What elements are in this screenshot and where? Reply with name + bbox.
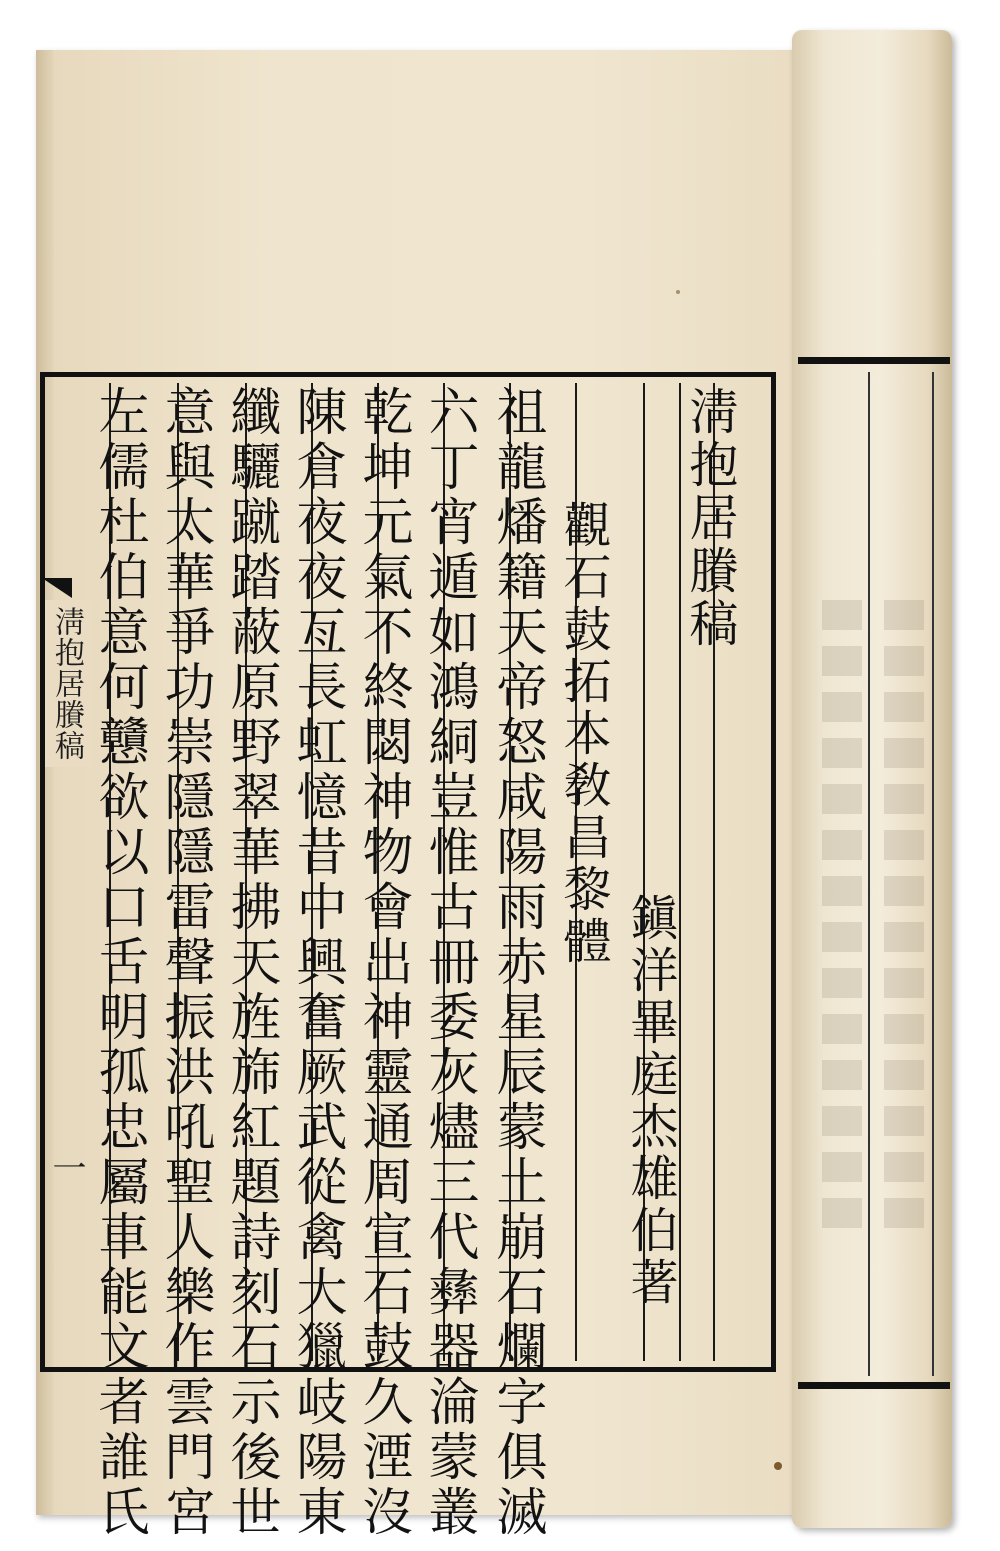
show-through-text [884, 600, 924, 1240]
text-column-6: 意與太華爭功崇隱隱雷聲振洪吼聖人樂作雲門宮 [155, 385, 214, 1540]
paper-stain [774, 1462, 782, 1470]
rolled-leaf-border [798, 357, 950, 1389]
text-column-5: 纖驪蹴踏蔽原野翠華拂天旌旆紅題詩刻石示後世 [221, 385, 280, 1540]
paper-stain [676, 290, 680, 294]
text-column-1: 祖龍燔籍天帝怒咸陽雨赤星辰蒙土崩石爛字俱滅 [487, 385, 546, 1540]
margin-page-number: 一 [46, 1150, 86, 1184]
book-title-column: 淸抱居賸稿 [682, 386, 739, 651]
text-column-3: 乾坤元氣不終閟神物會出神靈通周宣石鼓久湮沒 [353, 385, 412, 1540]
text-column-2: 六丁宵遁如鴻絧豈惟古冊委灰燼三代彝器淪蒙叢 [419, 385, 478, 1540]
author-column: 鎭洋畢庭杰雄伯著 [622, 893, 678, 1309]
margin-book-title: 淸抱居賸稿 [40, 600, 92, 767]
text-column-7: 左儒杜伯意何戇欲以口舌明孤忠屬車能文者誰氏 [89, 385, 148, 1540]
rolled-leaf-rule [932, 372, 934, 1376]
poem-title-column: 觀石鼓拓本敎昌黎體 [555, 500, 611, 968]
text-column-4: 陳倉夜夜亙長虹憶昔中興奮厥武從禽大獵岐陽東 [287, 385, 346, 1540]
rolled-leaf-rule [868, 372, 870, 1376]
show-through-text [822, 600, 862, 1240]
